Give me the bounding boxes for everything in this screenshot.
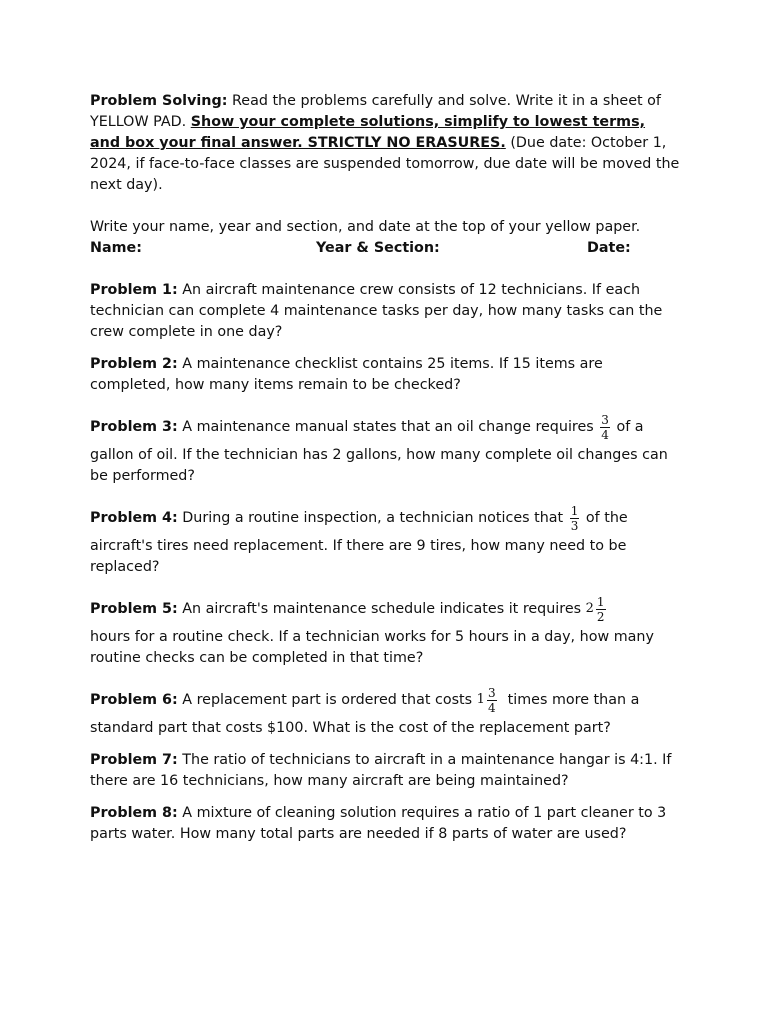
fraction-denominator: 3 [570, 518, 579, 533]
problem-4-text: During a routine inspection, a technician notices that [177, 510, 568, 526]
name-label: Name: [90, 240, 142, 256]
problem-7-label: Problem 7: [90, 752, 178, 768]
problem-1-text: An aircraft maintenance crew consists of 12 technicians. If each technician can complete 4 maintenance tasks per day, how many tasks can the crew complete in one day? [90, 282, 663, 340]
fraction-denominator: 4 [487, 700, 496, 715]
fraction-denominator: 2 [596, 609, 605, 624]
fraction-denominator: 4 [601, 427, 609, 442]
intro-text: Read the problems carefully and solve. Write it in a sheet of YELLOW PAD. [90, 93, 661, 130]
problem-3 [90, 407, 680, 487]
document-page [90, 91, 680, 845]
problem-5-text: An aircraft's maintenance schedule indicates it requires [177, 601, 586, 617]
problem-8 [90, 803, 680, 845]
problem-2-label: Problem 2: [90, 356, 178, 372]
fraction-three-quarters [600, 413, 610, 442]
problem-3-text-after: of a [611, 419, 644, 435]
problem-3-label: Problem 3: [90, 419, 178, 435]
fraction-one-half [596, 595, 606, 624]
mixed-number-whole: 1 [476, 692, 485, 707]
problem-3-text: A maintenance manual states that an oil change requires [177, 419, 599, 435]
intro-paragraph [90, 91, 680, 196]
problem-6 [90, 680, 680, 739]
fraction-three-quarters [487, 686, 497, 715]
problem-6-text-after: times more than a [498, 692, 640, 708]
problem-7-text: The ratio of technicians to aircraft in a maintenance hangar is 4:1. If there are 16 technicians, how many aircraft are being maintained? [90, 752, 672, 789]
problem-3-rest: gallon of oil. If the technician has 2 gallons, how many complete oil changes can be performed? [90, 447, 668, 484]
fraction-numerator: 3 [601, 412, 609, 427]
mixed-number-whole: 2 [585, 601, 594, 616]
problem-8-text: A mixture of cleaning solution requires a ratio of 1 part cleaner to 3 parts water. How many total parts are needed if 8 parts of water are used? [90, 805, 667, 842]
problem-4-rest: aircraft's tires need replacement. If there are 9 tires, how many need to be replaced? [90, 538, 627, 575]
problem-8-label: Problem 8: [90, 805, 178, 821]
problem-6-label: Problem 6: [90, 692, 178, 708]
problem-5-rest: hours for a routine check. If a technician works for 5 hours in a day, how many routine checks can be completed in that time? [90, 629, 654, 666]
problem-4 [90, 498, 680, 578]
problem-5-label: Problem 5: [90, 601, 178, 617]
year-section-label: Year & Section: [316, 240, 440, 256]
student-header [90, 238, 680, 259]
problem-7 [90, 750, 680, 792]
problem-6-rest: standard part that costs $100. What is the cost of the replacement part? [90, 720, 611, 736]
intro-due-date: (Due date: October 1, 2024, if face-to-face classes are suspended tomorrow, due date will be moved the next day). [90, 135, 680, 193]
problem-4-label: Problem 4: [90, 510, 178, 526]
intro-period: . [500, 135, 506, 151]
intro-label: Problem Solving: [90, 93, 228, 109]
fraction-numerator: 1 [570, 503, 579, 518]
problem-1 [90, 280, 680, 343]
problem-6-text: A replacement part is ordered that costs [177, 692, 477, 708]
date-label: Date: [587, 240, 631, 256]
fraction-numerator: 3 [487, 685, 496, 700]
problem-5 [90, 589, 680, 669]
fraction-one-third [570, 504, 580, 533]
problem-2-text: A maintenance checklist contains 25 items. If 15 items are completed, how many items remain to be checked? [90, 356, 603, 393]
intro-underlined: Show your complete solutions, simplify to lowest terms, and box your final answer. STRICTLY NO ERASURES [90, 114, 646, 151]
fraction-numerator: 1 [596, 594, 605, 609]
problem-1-label: Problem 1: [90, 282, 178, 298]
problem-4-text-after: of the [581, 510, 628, 526]
problem-2 [90, 354, 680, 396]
instruction-text: Write your name, year and section, and date at the top of your yellow paper. [90, 219, 641, 235]
